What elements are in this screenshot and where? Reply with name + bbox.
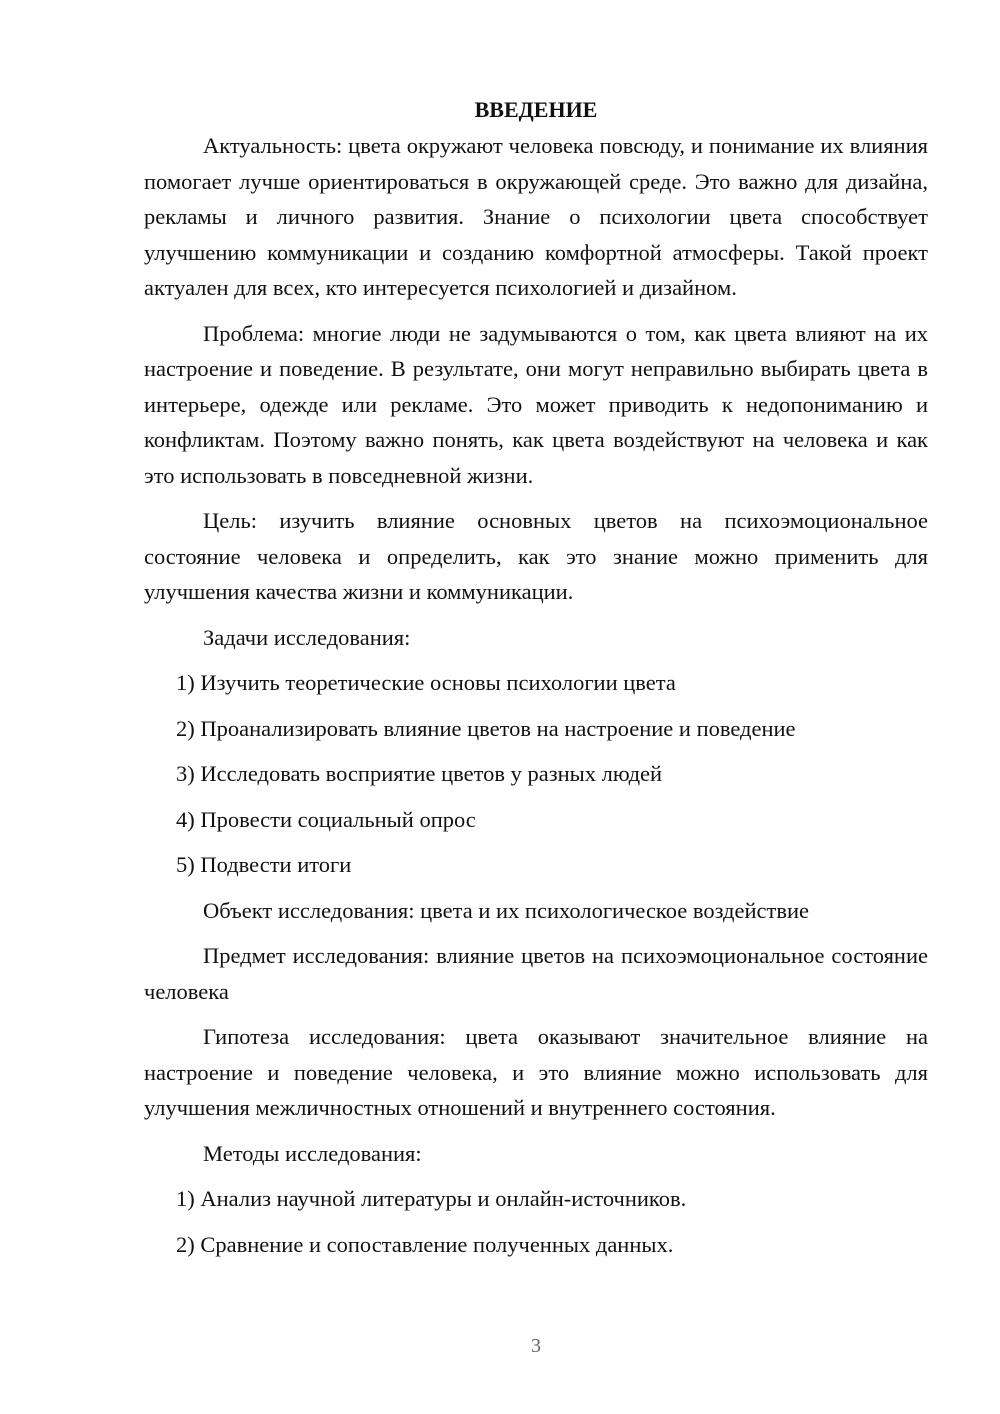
subject-paragraph: Предмет исследования: влияние цветов на психоэмоциональное состояние человека — [144, 943, 928, 1004]
list-item: 3) Исследовать восприятие цветов у разных людей — [176, 761, 663, 786]
list-item: 2) Сравнение и сопоставление полученных данных. — [176, 1231, 674, 1257]
list-item: 2) Проанализировать влияние цветов на настроение и поведение — [176, 715, 796, 741]
list-item: 4) Провести социальный опрос — [176, 806, 476, 832]
goal-paragraph: Цель: изучить влияние основных цветов на психоэмоциональное состояние человека и определить, как это знание можно применить для улучшения качества жизни и коммуникации. — [144, 508, 928, 604]
tasks-heading: Задачи исследования: — [203, 624, 411, 650]
methods-list — [144, 1181, 928, 1262]
list-item: 5) Подвести итоги — [176, 852, 352, 877]
tasks-list — [144, 665, 928, 883]
hypothesis-paragraph: Гипотеза исследования: цвета оказывают значительное влияние на настроение и поведение человека, и это влияние можно использовать для улучшения межличностных отношений и внутреннего состояния. — [144, 1024, 928, 1120]
section-title: ВВЕДЕНИЕ — [474, 97, 598, 122]
relevance-paragraph: Актуальность: цвета окружают человека повсюду, и понимание их влияния помогает лучше ориентироваться в окружающей среде. Это важно для дизайна, рекламы и личного развития. Знание о психологии цвета способствует улучшению коммуникации и созданию комфортной атмосферы. Такой проект актуален для всех, кто интересуется психологией и дизайном. — [144, 133, 928, 300]
problem-paragraph: Проблема: многие люди не задумываются о том, как цвета влияют на их настроение и поведение. В результате, они могут неправильно выбирать цвета в интерьере, одежде или рекламе. Это может приводить к недопониманию и конфликтам. Поэтому важно понять, как цвета воздействуют на человека и как это использовать в повседневной жизни. — [144, 320, 928, 488]
list-item: 1) Анализ научной литературы и онлайн-источников. — [176, 1186, 687, 1211]
list-item: 1) Изучить теоретические основы психологии цвета — [176, 670, 676, 695]
page-content — [144, 92, 928, 1272]
methods-heading: Методы исследования: — [203, 1140, 422, 1166]
object-paragraph: Объект исследования: цвета и их психологическое воздействие — [203, 897, 810, 923]
page-number: 3 — [531, 1335, 541, 1357]
